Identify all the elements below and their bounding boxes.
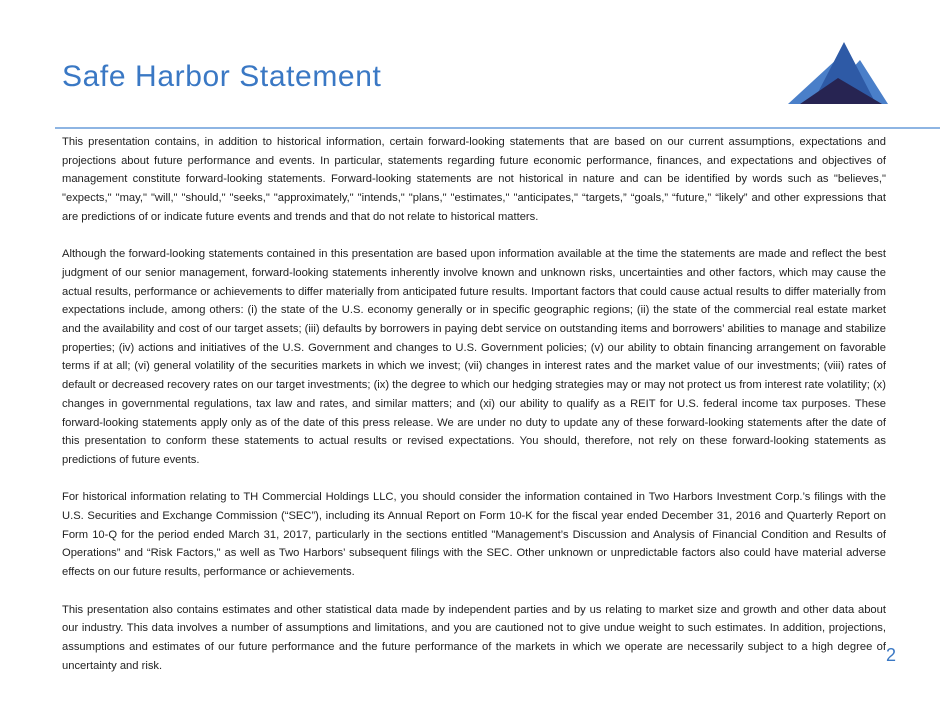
paragraph-historical-information: For historical information relating to TH Commercial Holdings LLC, you should consider the information contained in Two Harbors Investment Corp.’s filings with the U.S. Securities and Exchange Commission (“SEC”), including its Annual Report on Form 10-K for the fiscal year ended December 31, 2016 and Quarterly Report on Form 10-Q for the period ended March 31, 2017, particularly in the sections entitled "Management’s Discussion and Analysis of Financial Condition and Results of Operations” and “Risk Factors," as well as Two Harbors’ subsequent filings with the SEC. Other unknown or unpredictable factors also could have material adverse effects on our future results, performance or achievements. <box>62 491 886 579</box>
page-number: 2 <box>885 645 896 665</box>
paragraph-forward-looking: This presentation contains, in addition to historical information, certain forward-looking statements that are based on our current assumptions, expectations and projections about future performance and events. In particular, statements regarding future economic performance, finances, and expectations and objectives of management constitute forward-looking statements. Forward-looking statements are not historical in nature and can be identified by words such as "believes," "expects," "may," "will," "should," "seeks," "approximately," "intends," "plans," "estimates," "anticipates," “targets,” “goals,” “future,” “likely” and other expressions that are predictions of or indicate future events and trends and that do not relate to historical matters. <box>62 136 886 223</box>
safe-harbor-body <box>62 133 886 675</box>
paragraph-estimates: This presentation also contains estimates and other statistical data made by independent parties and by us relating to market size and growth and other data about our industry. This data involves a number of assumptions and limitations, and you are cautioned not to give undue weight to such estimates. In addition, projections, assumptions and estimates of our future performance and the future performance of the markets in which we operate are necessarily subject to a high degree of uncertainty and risk. <box>62 603 886 672</box>
title-divider <box>55 127 940 129</box>
paragraph-risk-factors: Although the forward-looking statements contained in this presentation are based upon information available at the time the statements are made and reflect the best judgment of our senior management, forward-looking statements inherently involve known and unknown risks, uncertainties and other factors, which may cause the actual results, performance or achievements to differ materially from anticipated future results. Important factors that could cause actual results to differ materially from expectations include, among others: (i) the state of the U.S. economy generally or in specific geographic regions; (ii) the state of the commercial real estate market and the availability and cost of our target assets; (iii) defaults by borrowers in paying debt service on outstanding items and borrowers’ abilities to manage and stabilize properties; (iv) actions and initiatives of the U.S. Government and changes to U.S. Government policies; (v) our ability to obtain financing arrangement on favorable terms if at all; (vi) general volatility of the securities markets in which we invest; (vii) changes in interest rates and the market value of our investments; (viii) rates of default or decreased recovery rates on our target investments; (ix) the degree to which our hedging strategies may or may not protect us from interest rate volatility; (x) changes in governmental regulations, tax law and rates, and similar matters; and (xi) our ability to qualify as a REIT for U.S. federal income tax purposes. These forward-looking statements apply only as of the date of this press release. We are under no duty to update any of these forward-looking statements after the date of this presentation to conform these statements to actual results or revised expectations. You should, therefore, not rely on these forward-looking statements as predictions of future events. <box>62 248 886 466</box>
slide-title: Safe Harbor Statement <box>62 60 382 93</box>
mountain-peaks-logo-icon <box>786 40 888 106</box>
